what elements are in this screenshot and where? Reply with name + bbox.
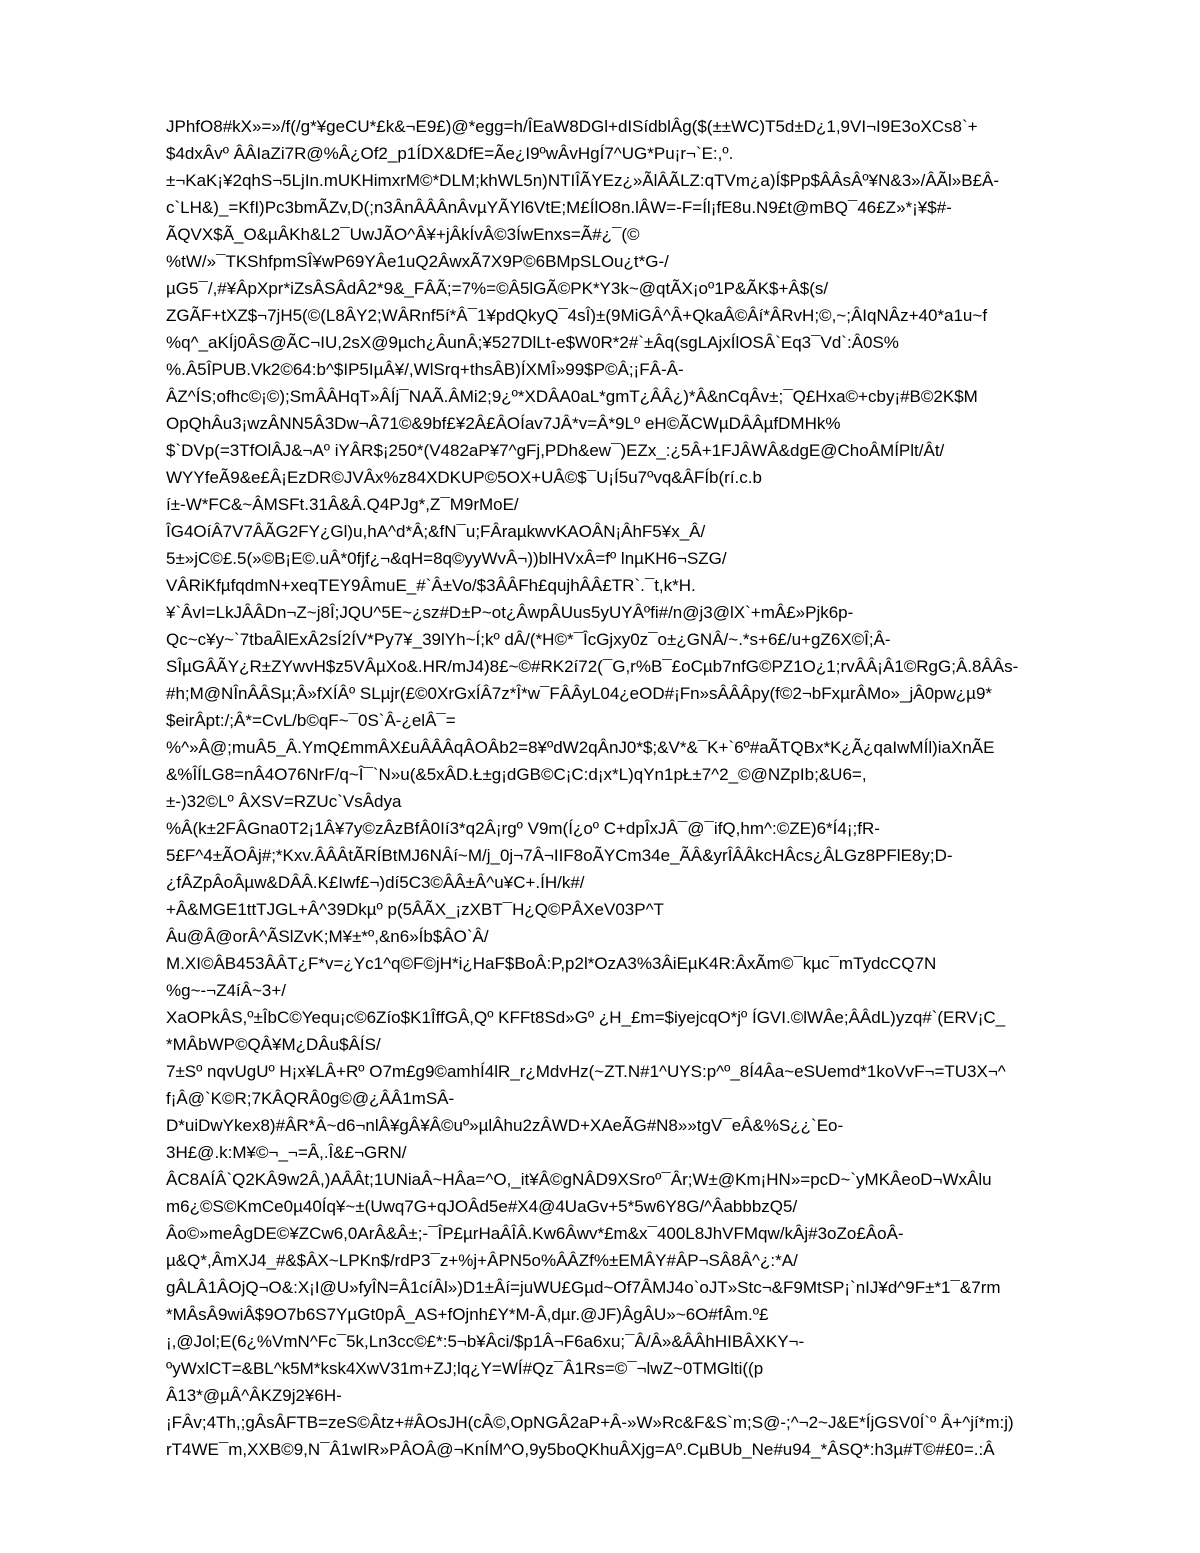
text-line: ±¬KaK¡¥2qhS¬5LjIn.mUKHimxrM©*DLM;khWL5n)NTIÎÃYEz¿»ÃlÂÃLZ:qTVm¿a)Í$Pp$ÂÂsÂº¥N&3»/ÂÃl»B£Â- (166, 171, 1000, 190)
text-line: f¡Â@`K©R;7KÂQRÂ0g©@¿ÂÂ1mSÂ- (166, 1089, 455, 1108)
text-line: Âu@Â@orÂ^ÃSlZvK;M¥±*º,&n6»Íb$ÂO`Â/ (166, 927, 489, 946)
text-line: c`LH&)_=KfI)Pc3bmÃZv,D(;n3ÂnÂÂÂnÂvµYÃYl6VtE;M£ÍlO8n.lÂW=-F=Íl¡fE8u.N9£t@mBQ¯46£Z»*¡¥$#- (166, 198, 952, 217)
document-body (166, 113, 1126, 1463)
text-line: ¡,@Jol;E(6¿%VmN^Fc¯5k,Ln3cc©£*:5¬b¥Âci/$p1Â¬F6a6xu;¯Â/Â»&ÂÂhHIBÂXKY¬- (166, 1332, 805, 1351)
text-line: WYYfeÃ9&e£Â¡EzDR©JVÂx%z84XDKUP©5OX+UÂ©$¯U¡Í5u7ºvq&ÂFÍb(rí.c.b (166, 468, 762, 487)
text-line: m6¿©S©KmCe0µ40Íq¥~±(Uwq7G+qJOÂd5e#X4@4UaGv+5*5w6Y8G/^ÂabbbzQ5/ (166, 1197, 798, 1216)
text-line: %g~-¬Z4íÂ~3+/ (166, 981, 287, 1000)
text-line: %Â(k±2FÂGna0T2¡1Â¥7y©zÂzBfÂ0Ií3*q2Â¡rgº V9m(Í¿oº C+dpÎxJÂ¯@¯ifQ,hm^:©ZE)6*Í4¡;fR- (166, 819, 880, 838)
text-line: ÎG4OíÂ7V7ÂÃG2FY¿Gl)u,hA^d*Â;&fN¯u;FÂraµkwvKAOÂN¡ÂhF5¥x_Â/ (166, 522, 706, 541)
text-line: $eirÂpt:/;Â*=CvL/b©qF~¯0S`Â-¿elÂ¯= (166, 711, 456, 730)
text-line: JPhfO8#kX»=»/f(/g*¥geCU*£k&¬E9£)@*egg=h/ÎEaW8DGl+dISídblÂg($(±±WC)T5d±D¿1,9VI¬I9E3oXCs8`+ (166, 117, 978, 136)
text-line: ¿fÂZpÂoÂµw&DÂÂ.K£Iwf£¬)dí5C3©ÂÂ±Â^u¥C+.ÍH/k#/ (166, 873, 585, 892)
text-line: Âo©»meÂgDE©¥ZCw6,0ArÂ&Â±;-¯ÎP£µrHaÂÎÂ.Kw6Âwv*£m&x¯400L8JhVFMqw/kÂj#3oZo£ÂoÂ- (166, 1224, 904, 1243)
text-line: rT4WE¯m,XXB©9,N¯Â1wIR»PÂOÂ@¬KnÍM^O,9y5boQKhuÂXjg=Aº.CµBUb_Ne#u94_*ÂSQ*:h3µ#T©#£0=.:Â (166, 1440, 995, 1459)
text-line: ÃQVX$Ã_O&µÂKh&L2¯UwJÃO^Â¥+jÂkÍvÂ©3ÍwEnxs=Ã#¿¯(© (166, 225, 640, 244)
text-line: +Â&MGE1ttTJGL+Â^39Dkµº p(5ÂÃX_¡zXBT¯H¿Q©PÂXeV03P^T (166, 900, 664, 919)
text-line: %^»Â@;muÂ5_Â.YmQ£mmÂX£uÂÂÂqÂOÂb2=8¥ºdW2qÂnJ0*$;&V*&¯K+`6º#aÃTQBx*K¿Ã¿qaIwMÍl)iaXnÃE (166, 738, 995, 757)
text-line: XaOPkÂS,º±ÎbC©Yequ¡c©6Zío$K1ÎffGÂ,Qº KFFt8Sd»Gº ¿H_£m=$iyejcqO*jº ÍGVI.©lWÂe;ÂÂdL)yzq#`(ERV¡C_ (166, 1008, 1006, 1027)
text-line: ¥`ÂvI=LkJÂÂDn¬Z~j8Î;JQU^5E~¿sz#D±P~ot¿ÂwpÂUus5yUYÂºfi#/n@j3@lX`+mÂ£»Pjk6p- (166, 603, 854, 622)
text-line: OpQhÂu3¡wzÂNN5Â3Dw¬Â71©&9bf£¥2Â£ÂOÍav7JÂ*v=Â*9Lº eH©ÃCWµDÂÂµfDMHk% (166, 414, 841, 433)
text-line: M.XI©ÂB453ÂÂT¿F*v=¿Yc1^q©F©jH*i¿HaF$BoÂ:P,p2l*OzA3%3ÂiEµK4R:ÂxÃm©¯kµc¯mTydcCQ7N (166, 954, 937, 973)
text-line: 7±Sº nqvUgUº H¡x¥LÂ+Rº O7m£g9©amhÍ4lR_r¿MdvHz(~ZT.N#1^UYS:p^º_8Í4Âa~eSUemd*1koVvF¬=TU3X¬^ (166, 1062, 1006, 1081)
text-line: ¡FÂv;4Th,;gÂsÂFTB=zeS©Âtz+#ÂOsJH(cÂ©,OpNGÂ2aP+Â-»W»Rc&F&S`m;S@-;^¬2~J&E*ÍjGSV0Í`º Â+^jí*m:j) (166, 1413, 1014, 1432)
text-line: $4dxÂvº ÂÂIaZi7R@%Â¿Of2_p1ÍDX&DfE=Ãe¿I9ºwÂvHgÍ7^UG*Pu¡r¬`E:,º. (166, 144, 734, 163)
text-line: &%ÎÍLG8=nÂ4O76NrF/q~Î¯`N»u(&5xÂD.Ł±g¡dGB©C¡C:d¡x*L)qYn1pŁ±7^2_©@NZpIb;&U6=, (166, 765, 867, 784)
text-line: ÂZ^ÍS;ofhc©¡©);SmÂÂHqT»ÂÍj¯NAÃ.ÂMi2;9¿º*XDÂA0aL*gmT¿ÂÂ¿)*Â&nCqÂv±;¯Q£Hxa©+cby¡#B©2K$M (166, 387, 978, 406)
text-line: 3H£@.k:M¥©¬_¬=Â,.Î&£¬GRN/ (166, 1143, 407, 1162)
text-line: µG5¯/,#¥ÂpXpr*iZsÂSÂdÂ2*9&_FÂÃ;=7%=©Â5lGÃ©PK*Y3k~@qtÃX¡oº1P&ÃK$+Â$(s/ (166, 279, 829, 298)
text-line: Â13*@µÂ^ÂKZ9j2¥6H- (166, 1386, 342, 1405)
text-line: Qc~c¥y~`7tbaÂlExÂ2sÍ2ÍV*Py7¥_39lYh~Í;kº dÂ/(*H©*¯ÎcGjxy0z¯o±¿GNÂ/~.*s+6£/u+gZ6X©Î;Â- (166, 630, 891, 649)
text-line: D*uiDwYkex8)#ÂR*Â~d6¬nlÂ¥gÂ¥Â©uº»µlÂhu2zÂWD+XAeÃG#N8»»tgV¯eÂ&%S¿¿`Eo- (166, 1116, 844, 1135)
text-line: gÂLÂ1ÂOjQ¬O&:X¡I@U»fyÎN=Â1cíÂl»)D1±Âí=juWU£Gµd~Of7ÂMJ4o`oJT»Stc¬&F9MtSP¡`nIJ¥d^9F±*1¯&7rm (166, 1278, 1001, 1297)
text-line: ±-)32©Lº ÂXSV=RZUc`VsÂdya (166, 792, 402, 811)
text-line: #h;M@NÎnÂÂSµ;Â»fXÍÂº SLµjr(£©0XrGxÍÂ7z*Î*w¯FÂÂyL04¿eOD#¡Fn»sÂÂÂpy(f©2¬bFxµrÂMo»_jÂ0pw¿µ9* (166, 684, 993, 703)
text-line: $`DVp(=3TfOlÂJ&¬Aº iYÂR$¡250*(V482aP¥7^gFj,PDh&ew¯)EZx_:¿5Â+1FJÂWÂ&dgE@ChoÂMÍPlt/Ât/ (166, 441, 945, 460)
text-line: ZGÃF+tXZ$¬7jH5(©(L8ÂY2;WÂRnf5í*Â¯1¥pdQkyQ¯4sÎ)±(9MiGÂ^Â+QkaÂ©Âí*ÂRvH;©,~;ÂIqNÂz+40*a1u~f (166, 306, 988, 325)
text-line: %tW/»¯TKShfpmSÎ¥wP69YÂe1uQ2ÂwxÃ7X9P©6BMpSLOu¿t*G-/ (166, 252, 669, 271)
text-line: VÂRiKfµfqdmN+xeqTEY9ÂmuE_#`Â±Vo/$3ÂÂFh£qujhÂÂ£TR`.¯t,k*H. (166, 576, 696, 595)
text-line: SÎµGÂÃY¿R±ZYwvH$z5VÂµXo&.HR/mJ4)8£~©#RK2í72(¯G,r%B¯£oCµb7nfG©PZ1O¿1;rvÂÂ¡Â1©RgG;Â.8ÂÂs- (166, 657, 1019, 676)
text-line: *MÂbWP©QÂ¥M¿DÂu$ÂÍS/ (166, 1035, 381, 1054)
text-line: ºyWxlCT=&BL^k5M*ksk4XwV31m+ZJ;lq¿Y=WÍ#Qz¯Â1Rs=©¯¬lwZ~0TMGlti((p (166, 1359, 764, 1378)
text-line: í±-W*FC&~ÂMSFt.31Â&Â.Q4PJg*,Z¯M9rMoE/ (166, 495, 519, 514)
text-line: %.Â5ÎPUB.Vk2©64:b^$IP5IµÂ¥/,WlSrq+thsÂB)ÍXMÎ»99$P©Â;¡FÂ-Â- (166, 360, 684, 379)
text-line: µ&Q*,ÂmXJ4_#&$ÂX~LPKn$/rdP3¯z+%j+ÂPN5o%ÂÂZf%±EMÂY#ÂP¬SÂ8Â^¿:*A/ (166, 1251, 798, 1270)
text-line: 5£F^4±ÃOÂj#;*Kxv.ÂÂÂtÃRÍBtMJ6NÂí~M/j_0j¬7Â¬IIF8oÃYCm34e_ÃÂ&yrÎÂÂkcHÂcs¿ÂLGz8PFlE8y;D- (166, 846, 953, 865)
text-line: 5±»jC©£.5(»©B¡E©.uÂ*0fjf¿¬&qH=8q©yyWvÂ¬))blHVxÂ=fº lnµKH6¬SZG/ (166, 549, 727, 568)
text-line: *MÂsÂ9wiÂ$9O7b6S7YµGt0pÂ_AS+fOjnh£Y*M-Â,dµr.@JF)ÂgÂU»~6O#fÂm.º£ (166, 1305, 769, 1324)
text-line: ÂC8AÍÂ`Q2KÂ9w2Â,)AÂÂt;1UNiaÂ~HÂa=^O,_it¥Â©gNÂD9XSroº¯Âr;W±@Km¡HN»=pcD~`yMKÂeoD¬WxÂlu (166, 1170, 992, 1189)
text-line: %q^_aKÍj0ÂS@ÃC¬IU,2sX@9µch¿ÂunÂ;¥527DlLt-e$W0R*2#`±Âq(sgLAjxÍlOSÂ`Eq3¯Vd`:Â0S% (166, 333, 899, 352)
